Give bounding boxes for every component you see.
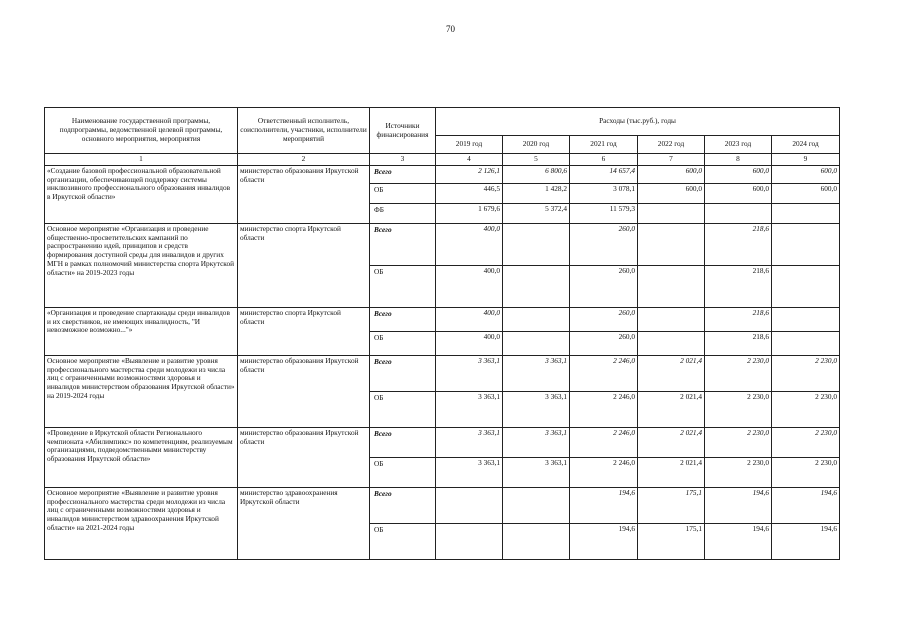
column-number: 4 [436, 154, 503, 166]
header-program-name: Наименование государственной программы, подпрограммы, ведомственной целевой программы, основного мероприятия, мероприятия [45, 108, 238, 154]
expense-value: 2 230,0 [705, 391, 772, 427]
expense-value [772, 223, 840, 265]
expense-value: 194,6 [570, 523, 638, 559]
table-row [45, 223, 840, 265]
expense-value [436, 487, 503, 523]
expense-value: 2 246,0 [570, 457, 638, 487]
expense-value: 194,6 [772, 523, 840, 559]
funding-source [370, 427, 436, 457]
expense-value: 2 021,4 [638, 391, 705, 427]
expense-value: 2 230,0 [772, 457, 840, 487]
expense-value: 260,0 [570, 307, 638, 331]
activity-name: «Создание базовой профессиональной образовательной организации, обеспечивающей поддержку системы инклюзивного профессионального образования инвалидов в Иркутской области» [45, 165, 238, 223]
activity-name: Основное мероприятие «Выявление и развитие уровня профессионального мастерства среди молодежи из числа лиц с ограниченными возможностями здоровья и инвалидов министерством образования Иркутской области» на 2019-2024 годы [45, 355, 238, 427]
expense-value: 218,6 [705, 331, 772, 355]
column-number: 9 [772, 154, 840, 166]
funding-source-label: ОБ [374, 266, 384, 276]
funding-source-label: Всего [374, 428, 392, 438]
expense-value [503, 523, 570, 559]
expense-value: 3 363,1 [436, 457, 503, 487]
header-year: 2019 год [436, 136, 503, 154]
executor-name: министерство спорта Иркутской области [238, 223, 370, 307]
table-row [45, 355, 840, 391]
header-executor: Ответственный исполнитель, соисполнители, участники, исполнители мероприятий [238, 108, 370, 154]
funding-source [370, 183, 436, 203]
header-expenses: Расходы (тыс.руб.), годы [436, 108, 840, 136]
header-year: 2021 год [570, 136, 638, 154]
expense-value: 218,6 [705, 223, 772, 265]
expense-value: 2 021,4 [638, 457, 705, 487]
expense-value: 600,0 [705, 165, 772, 183]
expense-value: 1 428,2 [503, 183, 570, 203]
funding-source-label: Всего [374, 308, 392, 318]
funding-source-label: ОБ [374, 458, 384, 468]
activity-name: «Проведение в Иркутской области Регионального чемпионата «Абилимпикс» по компетенциям, реализуемым организациями, подведомственными министерству образования Иркутской области» [45, 427, 238, 487]
expense-value: 5 372,4 [503, 203, 570, 223]
funding-source [370, 165, 436, 183]
expense-value: 2 021,4 [638, 427, 705, 457]
funding-source-label: Всего [374, 356, 392, 366]
table-body [45, 165, 840, 559]
activity-name: «Организация и проведение спартакиады среди инвалидов и их сверстников, не имеющих инвалидность, "И невозможное возможно..."» [45, 307, 238, 355]
funding-source-label: Всего [374, 488, 392, 498]
funding-source-label: ОБ [374, 524, 384, 534]
expense-value: 175,1 [638, 523, 705, 559]
expense-value: 600,0 [705, 183, 772, 203]
expense-value [503, 265, 570, 307]
column-number: 5 [503, 154, 570, 166]
column-number: 8 [705, 154, 772, 166]
funding-source [370, 331, 436, 355]
funding-source [370, 355, 436, 391]
expense-value: 3 363,1 [436, 391, 503, 427]
expense-value: 218,6 [705, 265, 772, 307]
expense-value: 2 230,0 [705, 355, 772, 391]
expense-value: 2 230,0 [772, 427, 840, 457]
expense-value: 194,6 [772, 487, 840, 523]
expense-value: 194,6 [570, 487, 638, 523]
expense-value: 2 230,0 [705, 457, 772, 487]
expense-value: 6 800,6 [503, 165, 570, 183]
funding-source [370, 223, 436, 265]
expense-value: 400,0 [436, 223, 503, 265]
table-row [45, 165, 840, 183]
expense-value: 175,1 [638, 487, 705, 523]
funding-source [370, 487, 436, 523]
header-sources: Источники финансирования [370, 108, 436, 154]
expense-value: 446,5 [436, 183, 503, 203]
funding-source-label: Всего [374, 224, 392, 234]
expense-value [436, 523, 503, 559]
activity-name: Основное мероприятие «Выявление и развитие уровня профессионального мастерства среди молодежи из числа лиц с ограниченными возможностями здоровья и инвалидов министерством здравоохранения Иркутской области» на 2021-2024 годы [45, 487, 238, 559]
activity-name: Основное мероприятие «Организация и проведение общественно-просветительских кампаний по распространению идей, принципов и средств формирования доступной среды для инвалидов и других МГН в рамках полномочий министерства спорта Иркутской области» на 2019-2023 годы [45, 223, 238, 307]
executor-name: министерство образования Иркутской области [238, 427, 370, 487]
expense-value: 600,0 [638, 183, 705, 203]
expense-value [503, 223, 570, 265]
expense-value: 3 363,1 [503, 391, 570, 427]
executor-name: министерство здравоохранения Иркутской области [238, 487, 370, 559]
column-number: 3 [370, 154, 436, 166]
expense-value [503, 307, 570, 331]
executor-name: министерство спорта Иркутской области [238, 307, 370, 355]
table-row [45, 487, 840, 523]
funding-source [370, 307, 436, 331]
expense-value [503, 487, 570, 523]
expense-value: 260,0 [570, 265, 638, 307]
expense-value: 600,0 [772, 165, 840, 183]
expense-value: 2 126,1 [436, 165, 503, 183]
expense-value: 194,6 [705, 523, 772, 559]
expense-value: 600,0 [638, 165, 705, 183]
expense-value: 1 679,6 [436, 203, 503, 223]
expense-value [503, 331, 570, 355]
column-number: 1 [45, 154, 238, 166]
expense-value [638, 223, 705, 265]
funding-source-label: ОБ [374, 392, 384, 402]
expense-value [772, 265, 840, 307]
funding-source [370, 523, 436, 559]
expense-value: 600,0 [772, 183, 840, 203]
expense-value [772, 331, 840, 355]
header-year: 2024 год [772, 136, 840, 154]
page-number: 70 [446, 24, 455, 34]
header-year: 2023 год [705, 136, 772, 154]
expense-value [772, 203, 840, 223]
funding-source [370, 457, 436, 487]
expense-value: 3 363,1 [503, 457, 570, 487]
expense-value: 218,6 [705, 307, 772, 331]
expense-value: 2 246,0 [570, 355, 638, 391]
expense-value: 260,0 [570, 331, 638, 355]
budget-table [44, 107, 840, 560]
expense-value: 3 363,1 [503, 427, 570, 457]
column-number: 6 [570, 154, 638, 166]
funding-source [370, 203, 436, 223]
expense-value: 400,0 [436, 307, 503, 331]
header-year: 2022 год [638, 136, 705, 154]
funding-source [370, 391, 436, 427]
expense-value: 3 078,1 [570, 183, 638, 203]
expense-value [638, 307, 705, 331]
expense-value: 2 230,0 [772, 391, 840, 427]
funding-source [370, 265, 436, 307]
expense-value: 260,0 [570, 223, 638, 265]
expense-value: 11 579,3 [570, 203, 638, 223]
header-year: 2020 год [503, 136, 570, 154]
expense-value [705, 203, 772, 223]
table-row [45, 307, 840, 331]
expense-value: 3 363,1 [503, 355, 570, 391]
expense-value [638, 203, 705, 223]
executor-name: министерство образования Иркутской области [238, 165, 370, 223]
executor-name: министерство образования Иркутской области [238, 355, 370, 427]
column-number: 7 [638, 154, 705, 166]
funding-source-label: ОБ [374, 332, 384, 342]
expense-value [638, 265, 705, 307]
expense-value: 194,6 [705, 487, 772, 523]
expense-value: 400,0 [436, 331, 503, 355]
expense-value: 14 657,4 [570, 165, 638, 183]
expense-value: 3 363,1 [436, 355, 503, 391]
expense-value: 400,0 [436, 265, 503, 307]
funding-source-label: ОБ [374, 184, 384, 194]
expense-value: 2 246,0 [570, 391, 638, 427]
funding-source-label: Всего [374, 166, 392, 176]
table-row [45, 427, 840, 457]
expense-value: 2 230,0 [772, 355, 840, 391]
expense-value [638, 331, 705, 355]
expense-value: 2 246,0 [570, 427, 638, 457]
column-number: 2 [238, 154, 370, 166]
funding-source-label: ФБ [374, 204, 384, 214]
expense-value: 2 230,0 [705, 427, 772, 457]
expense-value [772, 307, 840, 331]
expense-value: 3 363,1 [436, 427, 503, 457]
expense-value: 2 021,4 [638, 355, 705, 391]
